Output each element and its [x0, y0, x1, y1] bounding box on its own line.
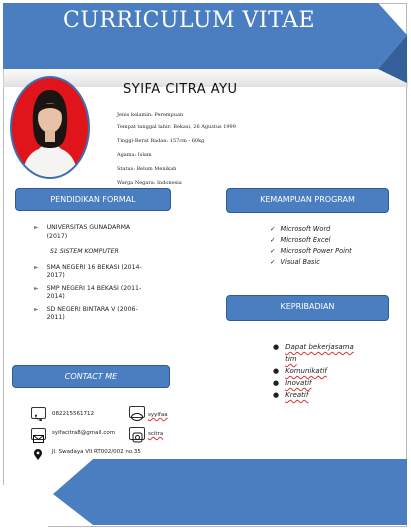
arrow-bullet-icon: ►	[34, 224, 39, 231]
skill-item: Visual Basic	[280, 258, 320, 266]
education-heading: PENDIDIKAN FORMAL	[15, 188, 171, 211]
list-item	[273, 341, 354, 353]
education-major: S1 SISTEM KOMPUTER	[50, 248, 119, 255]
personality-heading: KEPRIBADIAN	[226, 295, 389, 321]
phone-number: 082215561712	[52, 411, 94, 417]
trait-item: Inovatif	[285, 379, 312, 387]
education-smp-year: 2014)	[46, 293, 65, 300]
arrow-bullet-icon: ►	[34, 305, 39, 313]
footer-banner	[3, 457, 408, 527]
header-title: CURRICULUM VITAE	[62, 8, 316, 33]
education-sma-year: 2017)	[46, 272, 65, 279]
skill-item: Microsoft Word	[280, 225, 331, 233]
education-university-year: (2017)	[46, 232, 68, 240]
list-item	[273, 353, 354, 365]
profile-photo	[12, 78, 88, 177]
dot-bullet-icon: ●	[273, 391, 280, 399]
education-list	[34, 224, 174, 323]
email-address: syifacitra8@gmail.com	[52, 430, 116, 436]
list-item	[273, 389, 354, 401]
list-item	[270, 246, 352, 257]
education-sd: SD NEGERI BINTARA V (2006-	[46, 305, 138, 313]
detail-birth: Tempat tanggal lahir: Bekasi, 26 Agustus 1999	[117, 124, 236, 130]
education-sma: SMA NEGERI 16 BEKASI (2014-	[46, 263, 142, 271]
skills-heading: KEMAMPUAN PROGRAM	[226, 188, 389, 213]
instagram-icon	[129, 427, 145, 440]
line-id: syyifaa	[148, 412, 168, 418]
trait-item: tim	[285, 355, 297, 363]
education-university: UNIVERSITAS GUNADARMA	[46, 224, 131, 231]
detail-height-weight: Tinggi-Berat Badan: 157cm - 60kg	[117, 138, 205, 144]
detail-religion: Agama: Islam	[117, 152, 152, 158]
detail-nationality: Warga Negara: Indonesia	[117, 180, 182, 186]
skill-item: Microsoft Power Point	[280, 247, 352, 255]
trait-item: Kreatif	[285, 391, 309, 399]
trait-item: Dapat bekerjasama	[285, 343, 354, 351]
instagram-handle: scitra	[148, 431, 164, 437]
arrow-bullet-icon: ►	[34, 284, 39, 292]
check-icon: ✓	[270, 236, 276, 244]
detail-gender: Jenis kelamin: Perempuan	[117, 112, 184, 118]
education-sd-year: 2011)	[46, 314, 65, 321]
profile-name: SYIFA CITRA AYU	[123, 82, 238, 97]
check-icon: ✓	[270, 258, 276, 266]
list-item	[34, 306, 174, 323]
list-item	[34, 285, 174, 302]
personality-list	[273, 341, 354, 401]
email-icon	[31, 428, 46, 440]
list-item	[34, 264, 174, 281]
skill-item: Microsoft Excel	[280, 236, 331, 244]
list-item	[270, 224, 352, 235]
check-icon: ✓	[270, 247, 276, 255]
contact-heading: CONTACT ME	[12, 365, 170, 388]
list-item	[34, 224, 174, 241]
dot-bullet-icon: ●	[273, 367, 280, 375]
trait-item: Komunikatif	[285, 367, 327, 375]
education-smp: SMP NEGERI 14 BEKASI (2011-	[46, 284, 142, 292]
list-item	[270, 235, 352, 246]
detail-status: Status: Belum Menikah	[117, 166, 177, 172]
list-item	[273, 377, 354, 389]
dot-bullet-icon: ●	[273, 343, 280, 351]
arrow-bullet-icon: ►	[34, 263, 39, 271]
address: Jl. Swadaya VII RT002/002 no.35	[52, 449, 141, 455]
dot-bullet-icon: ●	[273, 379, 280, 387]
list-item	[273, 365, 354, 377]
line-icon	[129, 406, 145, 418]
profile-photo-frame	[10, 76, 90, 179]
skills-list	[270, 224, 352, 268]
phone-icon	[31, 407, 46, 419]
check-icon: ✓	[270, 225, 276, 233]
list-item	[270, 257, 352, 268]
person-portrait-icon	[12, 78, 88, 177]
